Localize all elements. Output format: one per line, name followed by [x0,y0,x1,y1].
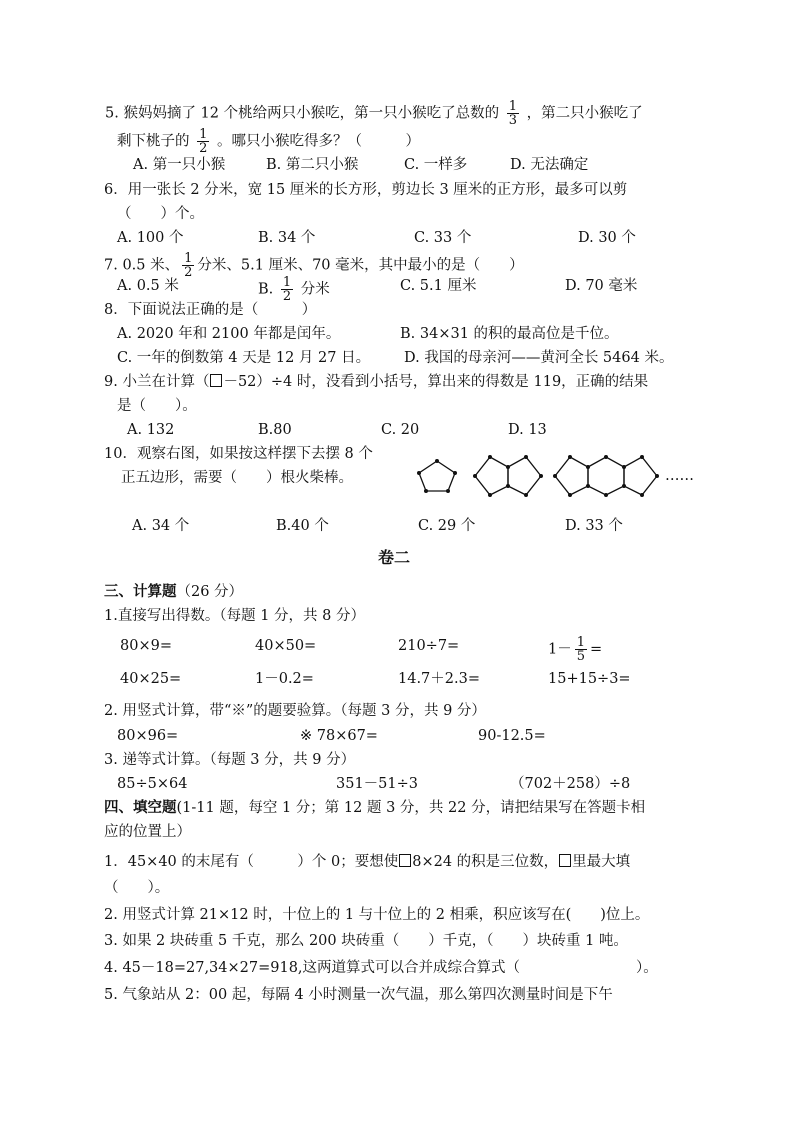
part3-sub2: 2. 用竖式计算，带“※”的题要验算。（每题 3 分，共 9 分） [104,703,486,719]
fill-q1-line1 [104,852,630,872]
fraction-denominator: 5 [576,649,586,664]
q9-option-a: A. 132 [127,422,175,438]
pentagon-figure-2 [473,455,543,497]
q7-option-a: A. 0.5 米 [117,278,179,294]
calc-item-suffix: = [590,641,603,658]
part4-heading-note: (1-11 题，每空 1 分；第 12 题 3 分，共 22 分，请把结果写在答题卡相 [176,800,646,816]
fraction-denominator: 3 [508,113,518,128]
fill-q1-line2: （ ）。 [104,880,170,896]
q8-option-b: B. 34×31 的积的最高位是千位。 [400,326,619,342]
part4-heading [104,798,645,818]
stepwise-calc-item: 85÷5×64 [117,776,188,792]
q6-option-d: D. 30 个 [578,230,636,246]
q9-option-c: C. 20 [381,422,420,438]
stepwise-calc-item: （702＋258）÷8 [510,776,631,792]
blank-box-icon [210,374,222,387]
q8-option-c: C. 一年的倒数第 4 天是 12 月 27 日。 [117,350,371,366]
vertical-calc-item: 80×96= [117,728,179,744]
q8-option-d: D. 我国的母亲河——黄河全长 5464 米。 [404,350,674,366]
q5-text-c: 剩下桃子的 [117,133,190,150]
q5-option-a: A. 第一只小猴 [133,157,226,173]
fraction-numerator: 1 [282,275,292,290]
q9-option-b: B.80 [258,422,292,438]
pentagon-figure-1 [417,459,457,493]
fraction-numerator: 1 [184,251,193,266]
part3-heading-points: （26 分） [176,584,244,600]
q6-option-b: B. 34 个 [258,230,316,246]
fraction-denominator: 2 [184,265,193,280]
fraction-numerator: 1 [508,99,518,114]
q8-line: 8．下面说法正确的是（ ） [104,302,317,318]
stepwise-calc-item: 351－51÷3 [336,776,419,792]
q7-line [104,252,524,279]
vertical-calc-item: 90-12.5= [478,728,546,744]
fill-q1-text-b: 8×24 的积是三位数， [412,854,559,870]
q5-option-c: C. 一样多 [404,157,468,173]
q5-text-b: ，第二只小猴吃了 [526,105,643,122]
part3-sub3: 3. 递等式计算。（每题 3 分，共 9 分） [104,752,356,768]
q8-option-a: A. 2020 年和 2100 年都是闰年。 [117,326,341,342]
q9-text-b: －52）÷4 时，没看到小括号，算出来的得数是 119，正确的结果 [223,374,649,390]
q7-text-a: 7. 0.5 米、 [104,257,180,274]
calc-item: 40×50= [255,638,317,654]
q10-option-c: C. 29 个 [418,518,476,534]
part4-heading-line2: 应的位置上） [104,824,191,840]
calc-item: 40×25= [120,671,182,687]
fill-q2: 2. 用竖式计算 21×12 时，十位上的 1 与十位上的 2 相乘，积应该写在( )位上。 [104,907,650,923]
fraction-numerator: 1 [576,635,586,650]
fill-q3: 3. 如果 2 块砖重 5 千克，那么 200 块砖重（ ）千克，（ ）块砖重 1 吨。 [104,933,628,949]
q9-option-d: D. 13 [508,422,547,438]
q10-line2: 正五边形，需要（ ）根火柴棒。 [121,470,353,486]
q10-option-d: D. 33 个 [565,518,623,534]
blank-box-icon [559,854,571,867]
q5-option-d: D. 无法确定 [510,157,589,173]
q7-option-b-label: B. [258,281,274,298]
calc-item: 15+15÷3= [548,671,631,687]
fill-q5: 5. 气象站从 2：00 起，每隔 4 小时测量一次气温，那么第四次测量时间是下午 [104,987,613,1003]
fraction-one-half [182,252,194,279]
q10-ellipsis: …… [665,468,694,484]
fraction-one-half [197,128,209,155]
fraction-one-third [507,100,519,127]
vertical-calc-item: ※ 78×67= [300,728,378,744]
fraction-denominator: 2 [199,141,208,156]
section-title: 卷二 [378,548,411,567]
q5-line1 [105,100,643,127]
part3-heading-title: 三、计算题 [104,583,177,600]
part3-heading [104,582,243,602]
q5-text-d: 。哪只小猴吃得多？（ ） [217,133,420,150]
q5-text-a: 5. 猴妈妈摘了 12 个桃给两只小猴吃，第一只小猴吃了总数的 [105,105,500,122]
calc-item [548,636,602,663]
blank-box-icon [399,854,411,867]
pentagon-figure-3 [553,455,659,497]
fraction-denominator: 2 [282,289,292,304]
q6-line1: 6．用一张长 2 分米，宽 15 厘米的长方形，剪边长 3 厘米的正方形，最多可以剪 [104,182,628,198]
fraction-numerator: 1 [199,127,208,142]
q7-option-b-unit: 分米 [300,281,330,298]
q7-option-c: C. 5.1 厘米 [400,278,477,294]
fraction-one-fifth [575,636,587,663]
q5-line2 [117,128,420,155]
calc-item-prefix: 1－ [548,641,572,658]
fill-q1-text-a: 1．45×40 的末尾有（ ）个 0；要想使 [104,854,399,870]
part4-heading-title: 四、填空题 [104,799,177,816]
calc-item: 210÷7= [398,638,460,654]
part3-sub1: 1.直接写出得数。（每题 1 分，共 8 分） [104,608,365,624]
pentagon-matchstick-figure [395,443,695,505]
calc-item: 1－0.2= [255,671,314,687]
calc-item: 14.7＋2.3= [398,671,480,687]
q6-option-c: C. 33 个 [414,230,472,246]
q7-option-d: D. 70 毫米 [565,278,638,294]
fill-q4: 4. 45－18=27,34×27=918,这两道算式可以合并成综合算式（ ）。 [104,960,658,976]
q7-option-b [258,276,330,303]
q9-line1 [104,372,648,392]
q9-text-a: 9. 小兰在计算（ [104,374,210,390]
q6-option-a: A. 100 个 [117,230,184,246]
q6-line2: （ ）个。 [117,206,204,222]
q7-text-b: 分米、5.1 厘米、70 毫米，其中最小的是（ ） [197,257,524,274]
fill-q1-text-c: 里最大填 [572,854,631,870]
calc-item: 80×9= [120,638,172,654]
q10-option-a: A. 34 个 [132,518,190,534]
q5-option-b: B. 第二只小猴 [266,157,359,173]
q10-line1: 10．观察右图，如果按这样摆下去摆 8 个 [104,446,373,462]
q10-option-b: B.40 个 [276,518,329,534]
fraction-one-half [281,276,293,303]
q9-line2: 是（ ）。 [117,398,197,414]
